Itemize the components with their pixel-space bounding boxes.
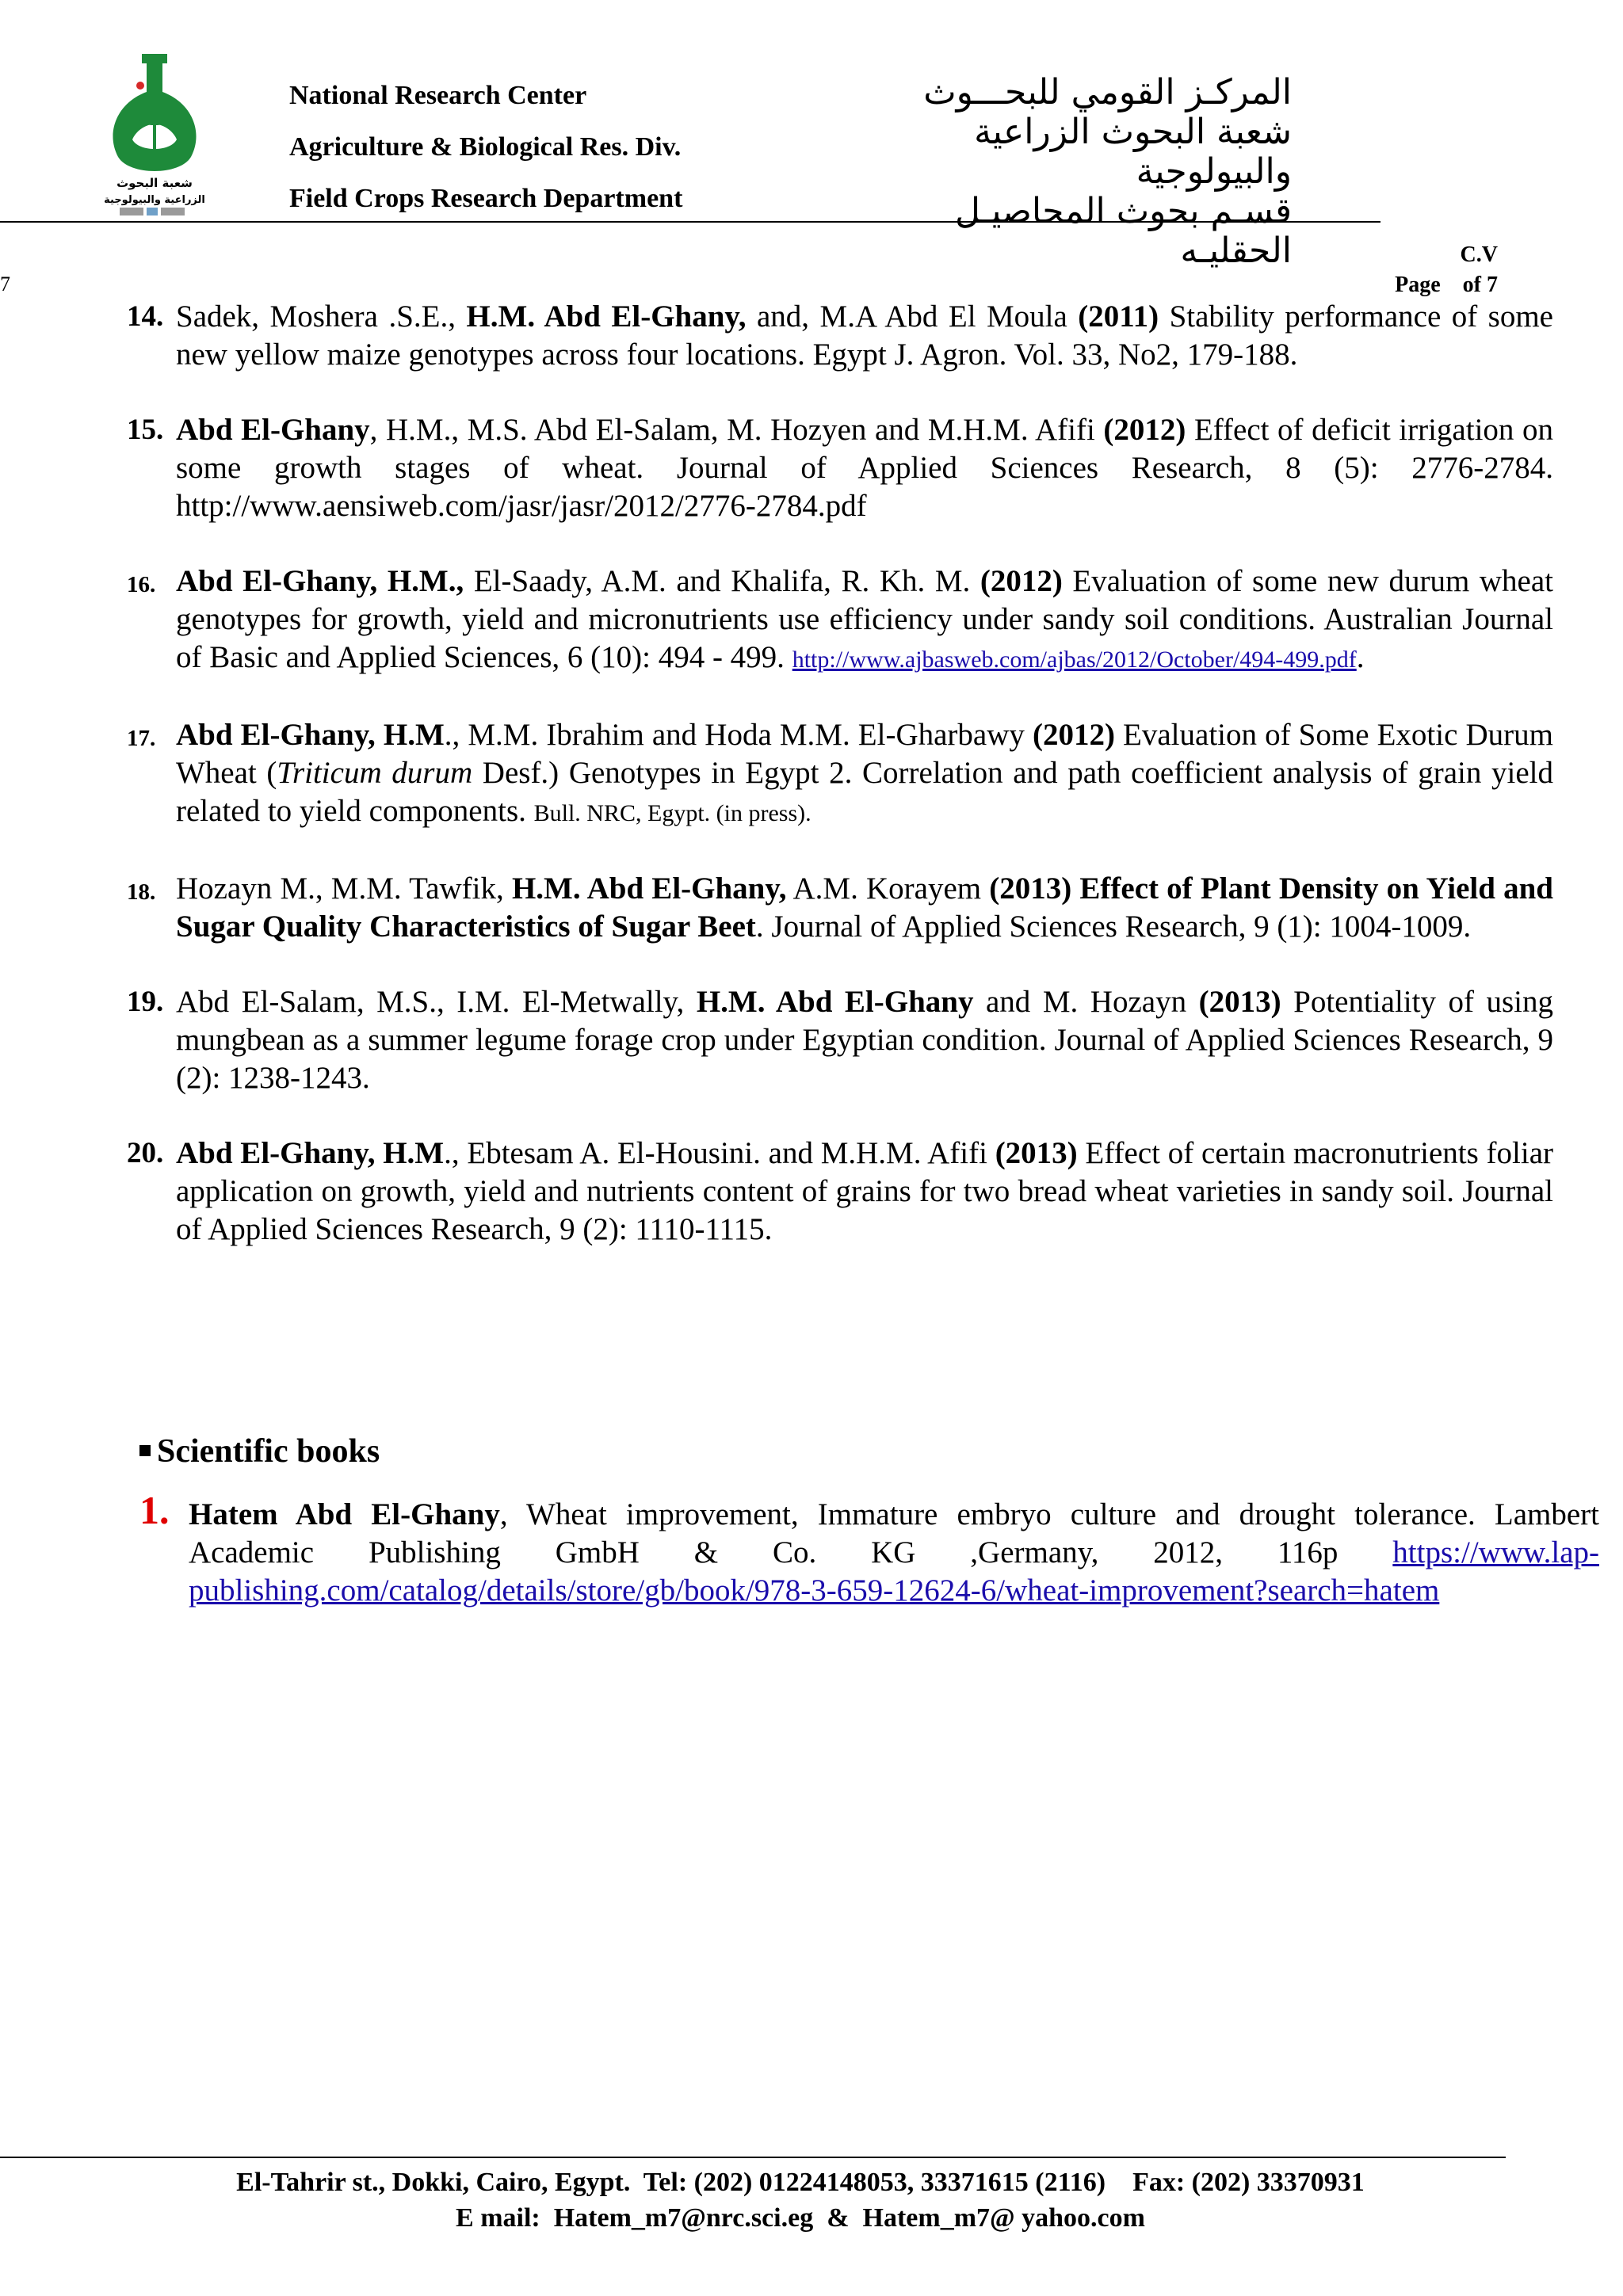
reference-text: H.M. Abd El-Ghany,: [466, 299, 747, 334]
reference-text: , H.M., M.S. Abd El-Salam, M. Hozyen and M.H.M. Afifi: [369, 413, 1104, 447]
reference-text: A.M. Korayem: [786, 871, 990, 906]
reference-number: 15.: [127, 414, 164, 446]
reference-text: and, M.A Abd El Moula: [746, 299, 1079, 334]
header-arabic: [848, 73, 1292, 271]
reference-text: Hatem Abd El-Ghany: [189, 1497, 500, 1531]
reference-text: Bull. NRC, Egypt. (in press).: [533, 800, 812, 826]
reference-text: Abd El-Ghany: [176, 413, 370, 447]
reference-number: 18.: [127, 879, 156, 905]
books-heading-text: Scientific books: [157, 1433, 380, 1470]
cv-label: C.V: [1460, 242, 1498, 267]
reference-text: Abd El-Salam, M.S., I.M. El-Metwally,: [176, 985, 697, 1019]
header-divider: [0, 221, 1381, 223]
header-ar-line: الحقليـه: [1180, 231, 1292, 271]
header-ar-line: شعبة البحوث الزراعية: [974, 112, 1292, 152]
reference-text: (2012): [980, 564, 1063, 598]
reference-text: Sadek, Moshera .S.E.,: [176, 299, 467, 334]
book-item: [139, 1488, 1599, 1610]
reference-text: El-Saady, A.M. and Khalifa, R. Kh. M.: [464, 564, 980, 598]
reference-text: .: [1356, 640, 1365, 674]
reference-text: (2013): [995, 1136, 1078, 1170]
references-list: [127, 298, 1553, 1286]
footer: [0, 2164, 1601, 2236]
svg-text:شعبة البحوث: شعبة البحوث: [116, 176, 193, 190]
footer-address: El-Tahrir st., Dokki, Cairo, Egypt. Tel: (202) 01224148053, 33371615 (2116) Fax: (202) 33370931: [236, 2168, 1365, 2197]
reference-text: Evaluation of Some Exotic Durum Wheat (: [176, 718, 1553, 790]
header-ar-line: والبيولوجية: [1136, 151, 1292, 192]
reference-text: Potentiality of using mungbean as a summer legume forage crop under Egyptian condition. Journal of Applied Sciences Research, 9 (2): 1238-1243.: [176, 985, 1554, 1095]
section-heading-books: [139, 1432, 380, 1470]
square-bullet-icon: [139, 1445, 151, 1456]
reference-text: Desf.) Genotypes in Egypt 2. Correlation and path coefficient analysis of grain yield related to yield components.: [176, 756, 1553, 828]
reference-text: H.M. Abd El-Ghany: [696, 985, 974, 1019]
reference-text: (2013): [1198, 985, 1281, 1019]
reference-text: Evaluation of some new durum wheat genotypes for growth, yield and micronutrients use efficiency under sandy soil conditions. Australian Journal of Basic and Applied Sciences, 6 (10): 494 - 499.: [176, 564, 1553, 674]
reference-text: Triticum durum: [277, 756, 473, 790]
flask-logo-icon: [91, 46, 218, 220]
header-ar-line: المركـز القومي للبحـــوث: [923, 72, 1292, 113]
reference-text: ., M.M. Ibrahim and Hoda M.M. El-Gharbawy: [444, 718, 1033, 752]
reference-link[interactable]: https://www.lap-publishing.com/catalog/details/store/gb/book/978-3-659-12624-6/wheat-improvement?search=hatem: [189, 1535, 1599, 1608]
reference-text: Stability performance of some new yellow maize genotypes across four locations. Egypt J. Agron. Vol. 33, No2, 179-188.: [176, 299, 1553, 372]
reference-link[interactable]: http://www.ajbasweb.com/ajbas/2012/October/494-499.pdf: [792, 646, 1357, 673]
reference-item: [127, 716, 1553, 833]
reference-number: 17.: [127, 726, 156, 751]
reference-item: [127, 411, 1553, 525]
reference-text: H.M. Abd El-Ghany,: [511, 871, 787, 906]
reference-number: 19.: [127, 986, 164, 1018]
header-ar-line: قسـم بحوث المحاصيـل: [955, 191, 1292, 231]
reference-text: and M. Hozayn: [973, 985, 1199, 1019]
reference-text: Effect of certain macronutrients foliar application on growth, yield and nutrients content of grains for two bread wheat varieties in sandy soil. Journal of Applied Sciences Research, 9 (2): 1110-1115.: [176, 1136, 1553, 1246]
svg-text:الزراعية والبيولوجية: الزراعية والبيولوجية: [104, 194, 205, 206]
header-department: Field Crops Research Department: [289, 184, 683, 213]
reference-text: . Journal of Applied Sciences Research, 9 (1): 1004-1009.: [755, 910, 1472, 944]
reference-number: 16.: [127, 572, 156, 597]
header-english: [289, 70, 682, 224]
reference-text: Hozayn M., M.M. Tawfik,: [176, 871, 512, 906]
reference-text: Effect of deficit irrigation on some growth stages of wheat. Journal of Applied Sciences Research, 8 (5): 2776-2784. http://www.aensiweb.com/jasr/jasr/2012/2776-2784.pdf: [176, 413, 1553, 523]
footer-divider: [0, 2157, 1506, 2158]
nrc-logo: [91, 46, 218, 220]
reference-number: 14.: [127, 300, 164, 333]
header-org-name: National Research Center: [289, 81, 587, 110]
reference-text: (2011): [1078, 299, 1159, 334]
reference-number: 20.: [127, 1137, 164, 1169]
reference-text: , Wheat improvement, Immature embryo culture and drought tolerance. Lambert Academic Publishing GmbH & Co. KG ,Germany, 2012, 116p: [189, 1497, 1599, 1569]
reference-text: ., Ebtesam A. El-Housini. and M.H.M. Afifi: [444, 1136, 995, 1170]
reference-item: [127, 298, 1553, 374]
reference-item: [127, 983, 1553, 1097]
reference-item: [127, 563, 1553, 679]
reference-item: [127, 870, 1553, 946]
margin-page-number: 7: [0, 273, 10, 296]
reference-text: Abd El-Ghany, H.M: [176, 1136, 445, 1170]
reference-text: Abd El-Ghany, H.M.,: [176, 564, 464, 598]
page-indicator: Page of 7: [1395, 273, 1498, 297]
reference-text: (2013) Effect of Plant Density on Yield and Sugar Quality Characteristics of Sugar Beet: [176, 871, 1553, 944]
book-number: 1.: [139, 1488, 170, 1532]
header-division: Agriculture & Biological Res. Div.: [289, 132, 682, 162]
reference-text: (2012): [1103, 413, 1186, 447]
reference-text: (2012): [1032, 718, 1115, 752]
footer-email: E mail: Hatem_m7@nrc.sci.eg & Hatem_m7@ yahoo.com: [456, 2203, 1145, 2233]
reference-item: [127, 1135, 1553, 1249]
reference-text: Abd El-Ghany, H.M: [176, 718, 445, 752]
